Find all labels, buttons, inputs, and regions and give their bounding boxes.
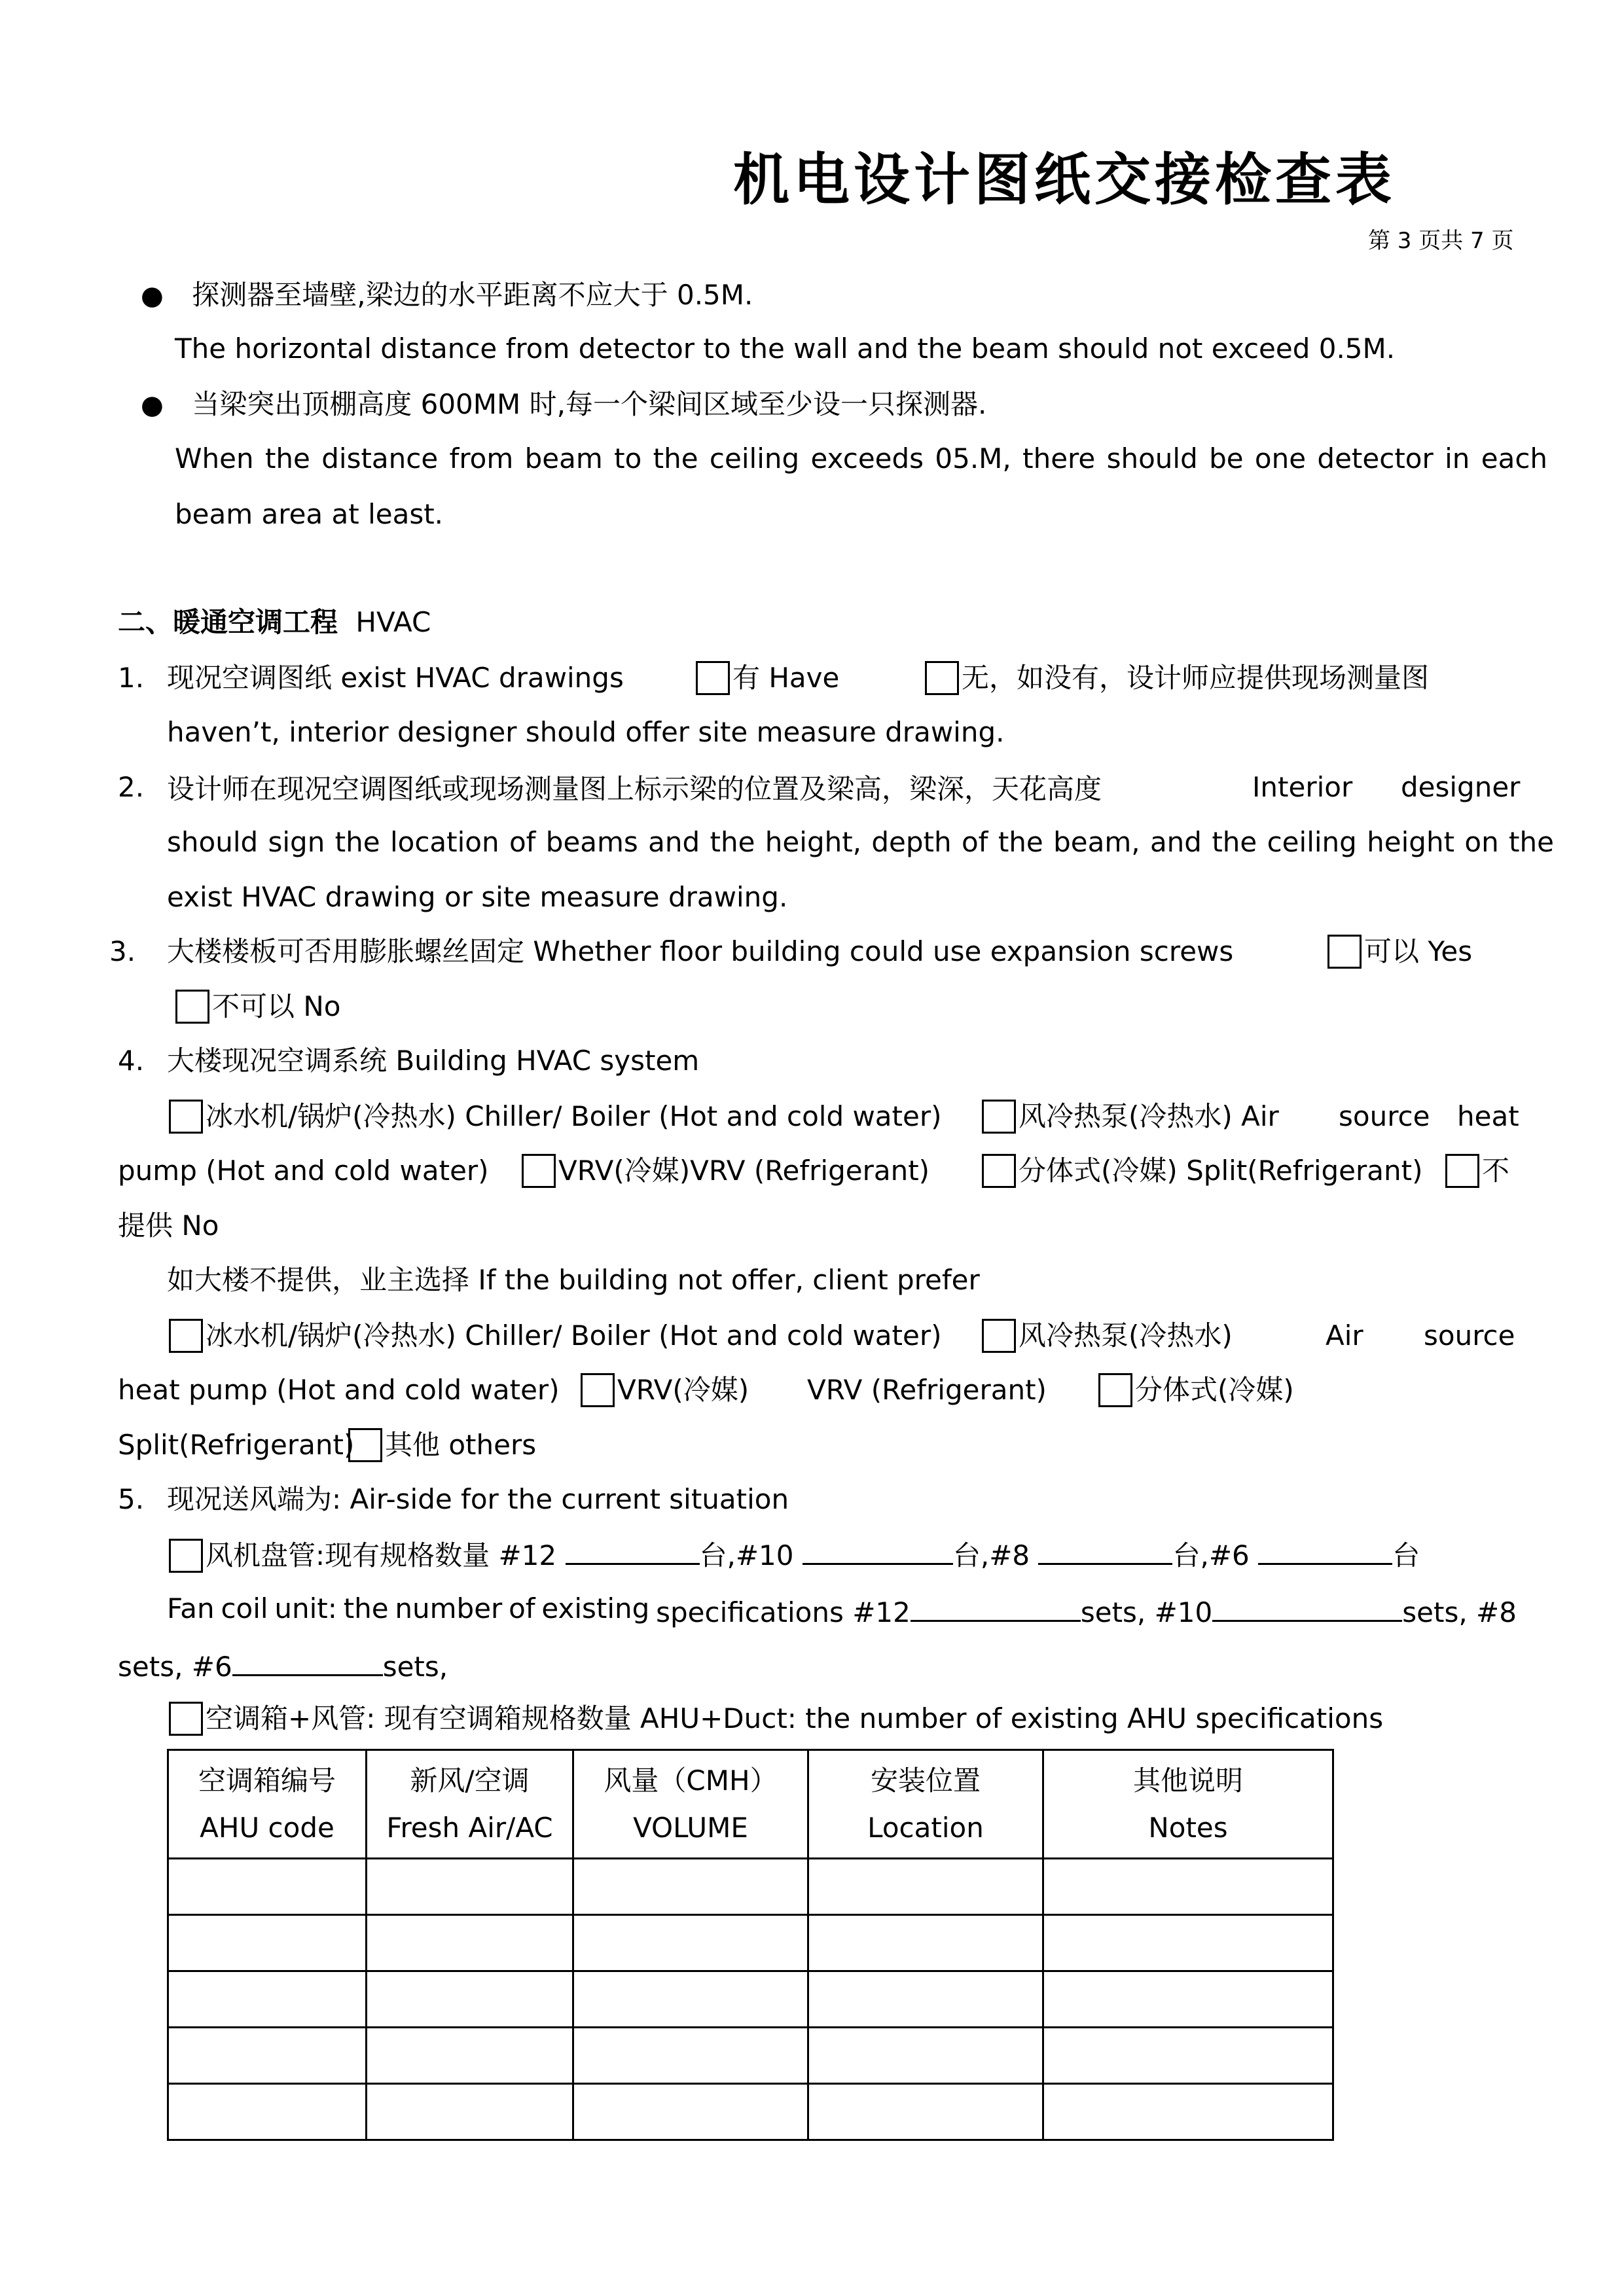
document-title: 机电设计图纸交接检查表 [733, 147, 1396, 213]
q5-ahu-row[interactable] [169, 1702, 1383, 1736]
word: sets, [382, 1651, 448, 1683]
word: Fan [167, 1592, 215, 1624]
q5-number: 5. [118, 1483, 145, 1515]
blank-field[interactable] [232, 1649, 383, 1676]
page-number: 第 3 页共 7 页 [1368, 228, 1514, 254]
bullet-dot-icon: ● [141, 281, 164, 311]
q3-opt-yes[interactable] [1327, 935, 1472, 969]
word: existing [541, 1592, 650, 1624]
checkbox[interactable] [696, 661, 730, 695]
q4-text: 大楼现况空调系统 Building HVAC system [167, 1045, 700, 1077]
table-header-cell [367, 1750, 573, 1859]
table-row [168, 2028, 1333, 2084]
q4-opt-no[interactable] [1445, 1154, 1509, 1188]
q4-opt-air[interactable] [982, 1100, 1279, 1134]
word: unit: [274, 1592, 337, 1624]
q4-p-air-b: Air [1326, 1319, 1363, 1352]
q3-opt-no[interactable] [175, 990, 340, 1024]
table-cell[interactable] [168, 1971, 367, 2028]
table-header-cell [808, 1750, 1043, 1859]
section-heading-en: HVAC [355, 606, 431, 638]
blank-field[interactable] [911, 1595, 1081, 1622]
word: of [509, 1592, 535, 1624]
q2-line1-cn: 设计师在现况空调图纸或现场测量图上标示梁的位置及梁高，梁深，天花高度 [167, 773, 1102, 805]
table-header-cell [168, 1750, 367, 1859]
header-en: VOLUME [633, 1811, 748, 1844]
table-cell[interactable] [367, 1859, 573, 1915]
table-row [168, 1859, 1333, 1915]
table-cell[interactable] [1043, 1859, 1333, 1915]
bullet-2-cn: 当梁突出顶棚高度 600MM 时,每一个梁间区域至少设一只探测器. [192, 388, 987, 420]
table-cell[interactable] [573, 1971, 808, 2028]
table-cell[interactable] [168, 2028, 367, 2084]
checkbox[interactable] [348, 1428, 382, 1462]
checkbox[interactable] [522, 1154, 556, 1188]
table-cell[interactable] [1043, 2084, 1333, 2140]
q4-p-vrv[interactable] [581, 1373, 749, 1407]
checkbox[interactable] [169, 1319, 203, 1353]
bullet-1-en: The horizontal distance from detector to the wall and the beam should not exceed 0.5M. [175, 332, 1396, 365]
checkbox[interactable] [982, 1154, 1016, 1188]
word: the [343, 1592, 389, 1624]
table-header-row [168, 1750, 1333, 1859]
table-row [168, 1915, 1333, 1971]
table-cell[interactable] [1043, 1915, 1333, 1971]
q4-opt-chiller[interactable] [169, 1100, 942, 1134]
q4-p-air[interactable] [982, 1319, 1233, 1353]
q4-opt-air-c: heat [1457, 1100, 1519, 1132]
table-cell[interactable] [808, 1915, 1043, 1971]
q4-line2-start: pump (Hot and cold water) [118, 1155, 489, 1187]
q2-line1-en-a: Interior [1252, 771, 1353, 803]
q2-number: 2. [118, 771, 145, 803]
table-cell[interactable] [573, 1859, 808, 1915]
word: specifications #12 [656, 1596, 911, 1628]
q4-p-air-label: 风冷热泵(冷热水) [1019, 1319, 1233, 1352]
q4-p-split[interactable] [1098, 1373, 1294, 1407]
section-heading [118, 606, 431, 638]
header-cn: 空调箱编号 [198, 1764, 336, 1797]
table-cell[interactable] [808, 2084, 1043, 2140]
q4-p-air-c: source [1424, 1319, 1515, 1352]
q5-fcu-unit4: 台 [1392, 1539, 1420, 1571]
checkbox[interactable] [1098, 1373, 1132, 1407]
q4-prefer: 如大楼不提供，业主选择 If the building not offer, client prefer [167, 1264, 980, 1296]
word: sets, #10 [1080, 1596, 1213, 1628]
word: sets, #8 [1402, 1596, 1517, 1628]
q1-opt-have-label: 有 Have [732, 662, 840, 694]
table-cell[interactable] [808, 1859, 1043, 1915]
table-cell[interactable] [1043, 2028, 1333, 2084]
bullet-2-en-line1: When the distance from beam to the ceiling exceeds 05.M, there should be one detector in each [175, 442, 1548, 475]
q4-p-chiller-label: 冰水机/锅炉(冷热水) Chiller/ Boiler (Hot and cold water) [206, 1319, 942, 1352]
table-cell[interactable] [808, 1971, 1043, 2028]
table-cell[interactable] [573, 1915, 808, 1971]
table-cell[interactable] [367, 2028, 573, 2084]
q2-line1-en-b: designer [1401, 771, 1521, 803]
blank-field[interactable] [1038, 1538, 1172, 1565]
q3-number: 3. [109, 935, 136, 967]
blank-field[interactable] [1212, 1595, 1402, 1622]
word: sets, #6 [118, 1651, 232, 1683]
checkbox[interactable] [925, 661, 959, 695]
blank-field[interactable] [566, 1538, 700, 1565]
bullet-2-en-line2: beam area at least. [175, 498, 444, 530]
q1-opt-have[interactable] [696, 661, 839, 695]
bullet-dot-icon: ● [141, 390, 164, 420]
q4-opt-air-label: 风冷热泵(冷热水) Air [1019, 1100, 1279, 1132]
table-row [168, 2084, 1333, 2140]
ahu-table [167, 1749, 1334, 2141]
blank-field[interactable] [1258, 1538, 1392, 1565]
q2-line2: should sign the location of beams and the height, depth of the beam, and the ceiling height on the [167, 826, 1554, 858]
q1-line2: haven’t, interior designer should offer site measure drawing. [167, 716, 1005, 748]
section-heading-cn: 二、暖通空调工程 [118, 606, 338, 638]
q5-fcu-line3 [118, 1649, 448, 1681]
q1-opt-none-label: 无，如没有，设计师应提供现场测量图 [962, 662, 1430, 694]
q5-fcu-row[interactable] [169, 1538, 1420, 1573]
table-row [168, 1971, 1333, 2028]
header-cn: 其他说明 [1132, 1764, 1243, 1797]
word: coil [221, 1592, 268, 1624]
q4-opt-vrv[interactable] [522, 1154, 929, 1188]
q4-p-vrv-en: VRV (Refrigerant) [807, 1374, 1047, 1406]
checkbox[interactable] [982, 1100, 1016, 1134]
table-cell[interactable] [168, 2084, 367, 2140]
q4-opt-split-label: 分体式(冷媒) Split(Refrigerant) [1019, 1155, 1423, 1187]
checkbox[interactable] [169, 1702, 203, 1736]
header-cn: 新风/空调 [410, 1764, 530, 1797]
word: number [395, 1592, 503, 1624]
table-cell[interactable] [168, 1859, 367, 1915]
q3-opt-no-label: 不可以 No [212, 990, 341, 1022]
blank-field[interactable] [803, 1538, 953, 1565]
checkbox[interactable] [1445, 1154, 1479, 1188]
q4-opt-air-b: source [1339, 1100, 1430, 1132]
checkbox[interactable] [982, 1319, 1016, 1353]
table-cell[interactable] [168, 1915, 367, 1971]
checkbox[interactable] [1327, 935, 1362, 969]
checkbox[interactable] [169, 1100, 203, 1134]
bullet-1 [141, 281, 753, 309]
q4-opt-chiller-label: 冰水机/锅炉(冷热水) Chiller/ Boiler (Hot and cold water) [206, 1100, 942, 1132]
q2-line3: exist HVAC drawing or site measure drawing. [167, 881, 788, 913]
q4-opt-split[interactable] [982, 1154, 1422, 1188]
header-en: Location [867, 1811, 984, 1844]
q4-p-split-label: 分体式(冷媒) [1135, 1374, 1294, 1406]
q4-p-chiller[interactable] [169, 1319, 942, 1353]
q1-text: 现况空调图纸 exist HVAC drawings [167, 662, 624, 694]
q3-text: 大楼楼板可否用膨胀螺丝固定 Whether floor building could use expansion screws [167, 935, 1234, 967]
table-header-cell [573, 1750, 808, 1859]
checkbox[interactable] [169, 1539, 203, 1573]
table-header-cell [1043, 1750, 1333, 1859]
q5-fcu-label: 风机盘管:现有规格数量 #12 [206, 1539, 557, 1571]
q4-p-line3-start: Split(Refrigerant) [118, 1429, 355, 1461]
header-en: Notes [1148, 1811, 1228, 1844]
q4-p-line2-start: heat pump (Hot and cold water) [118, 1374, 560, 1406]
q4-p-vrv-label: VRV(冷媒) [617, 1374, 749, 1406]
q5-fcu-unit1: 台,#10 [699, 1539, 794, 1571]
header-cn: 风量（CMH） [604, 1764, 778, 1797]
q5-fcu-unit2: 台,#8 [952, 1539, 1030, 1571]
q4-opt-no-b: 提供 No [118, 1210, 219, 1242]
q4-opt-no-label: 不 [1482, 1155, 1510, 1187]
q1-opt-none[interactable] [925, 661, 1429, 695]
table-cell[interactable] [573, 2028, 808, 2084]
table-cell[interactable] [573, 2084, 808, 2140]
table-cell[interactable] [367, 1915, 573, 1971]
table-cell[interactable] [367, 1971, 573, 2028]
header-en: AHU code [200, 1811, 334, 1844]
table-cell[interactable] [1043, 1971, 1333, 2028]
header-en: Fresh Air/AC [386, 1811, 553, 1844]
bullet-1-cn: 探测器至墙壁,梁边的水平距离不应大于 0.5M. [192, 279, 753, 311]
q5-ahu-label: 空调箱+风管: 现有空调箱规格数量 AHU+Duct: the number of existing AHU specifications [206, 1702, 1384, 1734]
q4-number: 4. [118, 1045, 145, 1077]
q4-p-other[interactable] [348, 1428, 536, 1462]
bullet-2 [141, 388, 987, 420]
table-cell[interactable] [367, 2084, 573, 2140]
q4-opt-vrv-label: VRV(冷媒)VRV (Refrigerant) [558, 1155, 930, 1187]
q4-p-other-label: 其他 others [385, 1429, 537, 1461]
q3-opt-yes-label: 可以 Yes [1364, 935, 1473, 967]
q5-fcu-en-line [167, 1592, 1517, 1628]
q5-fcu-unit3: 台,#6 [1172, 1539, 1250, 1571]
checkbox[interactable] [175, 990, 209, 1024]
q5-text: 现况送风端为: Air-side for the current situation [167, 1483, 789, 1515]
header-cn: 安装位置 [870, 1764, 981, 1797]
checkbox[interactable] [581, 1373, 615, 1407]
q1-number: 1. [118, 662, 145, 694]
table-cell[interactable] [808, 2028, 1043, 2084]
